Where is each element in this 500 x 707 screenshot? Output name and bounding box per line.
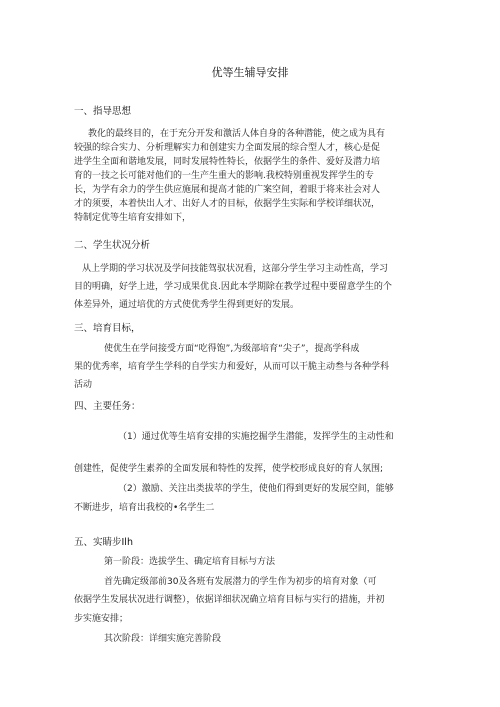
- paragraph-line: 才的须要，本着快出人才、出好人才的目标，依据学生实际和学校详细状况，: [74, 199, 381, 209]
- section-heading-3: 三、培育目标，: [74, 323, 141, 334]
- paragraph-line: （2）激励、关注出类拔萃的学生，使他们得到更好的发展空间，能够: [118, 484, 394, 494]
- paragraph-line: 较强的综合实力、分析理解实力和创建实力全面发展的综合型人才，核心是促: [74, 143, 381, 153]
- section-heading-5: 五、实睛步Ilh: [74, 537, 133, 548]
- paragraph-line: 不断进步，培育出我校的•名学生二: [74, 503, 215, 513]
- paragraph-line: 其次阶段：详细实施完善阶段: [104, 634, 222, 644]
- paragraph-line: 首先确定级部前30及各班有发展潜力的学生作为初步的培育对象（可: [104, 577, 377, 587]
- paragraph-line: 第一阶段：选拔学生、确定培育目标与方法: [104, 557, 276, 567]
- paragraph-line: 从上学期的学习状况及学问技能驾驭状况看，这部分学生学习主动性高，学习: [82, 264, 389, 274]
- section-heading-2: 二、学生状况分析: [74, 240, 151, 251]
- paragraph-line: 体差异外，通过培优的方式使优秀学生得到更好的发展。: [74, 300, 300, 310]
- paragraph-line: 目的明确，好学上进，学习成果优良.因此本学期除在教学过程中要留意学生的个: [74, 282, 392, 292]
- paragraph-line: 进学生全面和谐地发展，同时发展特性特长，依据学生的条件、爱好及潜力培: [74, 157, 381, 167]
- paragraph-line: 特制定优等生培育安排如下，: [74, 213, 192, 223]
- section-heading-4: 四、主要任务：: [74, 401, 141, 412]
- paragraph-line: 创建性，促使学生素养的全面发展和特性的发挥，使学校形成良好的育人氛围;: [74, 464, 384, 474]
- paragraph-line: 教化的最终目的，在于充分开发和激活人体自身的各种潜能，使之成为具有: [88, 129, 386, 139]
- paragraph-line: 步实施安排；: [74, 614, 129, 624]
- paragraph-line: 育的一技之长可能对他们的一生产生重大的影响.我校特别重视发挥学生的专: [74, 171, 374, 181]
- paragraph-line: （1）通过优等生培育安排的实施挖掘学生潜能，发挥学生的主动性和: [118, 432, 394, 442]
- paragraph-line: 长，为学有余力的学生供应施展和提高才能的广案空间，着眼于将来社会对人: [74, 185, 381, 195]
- paragraph-line: 活动: [74, 380, 93, 390]
- paragraph-line: 果的优秀率，培育学生学科的自学实力和爱好，从而可以干脆主动叁与各种学科: [74, 362, 390, 372]
- document-title: 优等生辅导安排: [211, 66, 289, 79]
- section-heading-1: 一、指导思想: [74, 106, 132, 117]
- paragraph-line: 依据学生发展状况进行调整），依据详细状况确立培育目标与实行的措施，并初: [74, 595, 385, 605]
- paragraph-line: 使优生在学问接受方面“吃得饱”,为级部培育“尖子”，提高学科成: [104, 344, 360, 354]
